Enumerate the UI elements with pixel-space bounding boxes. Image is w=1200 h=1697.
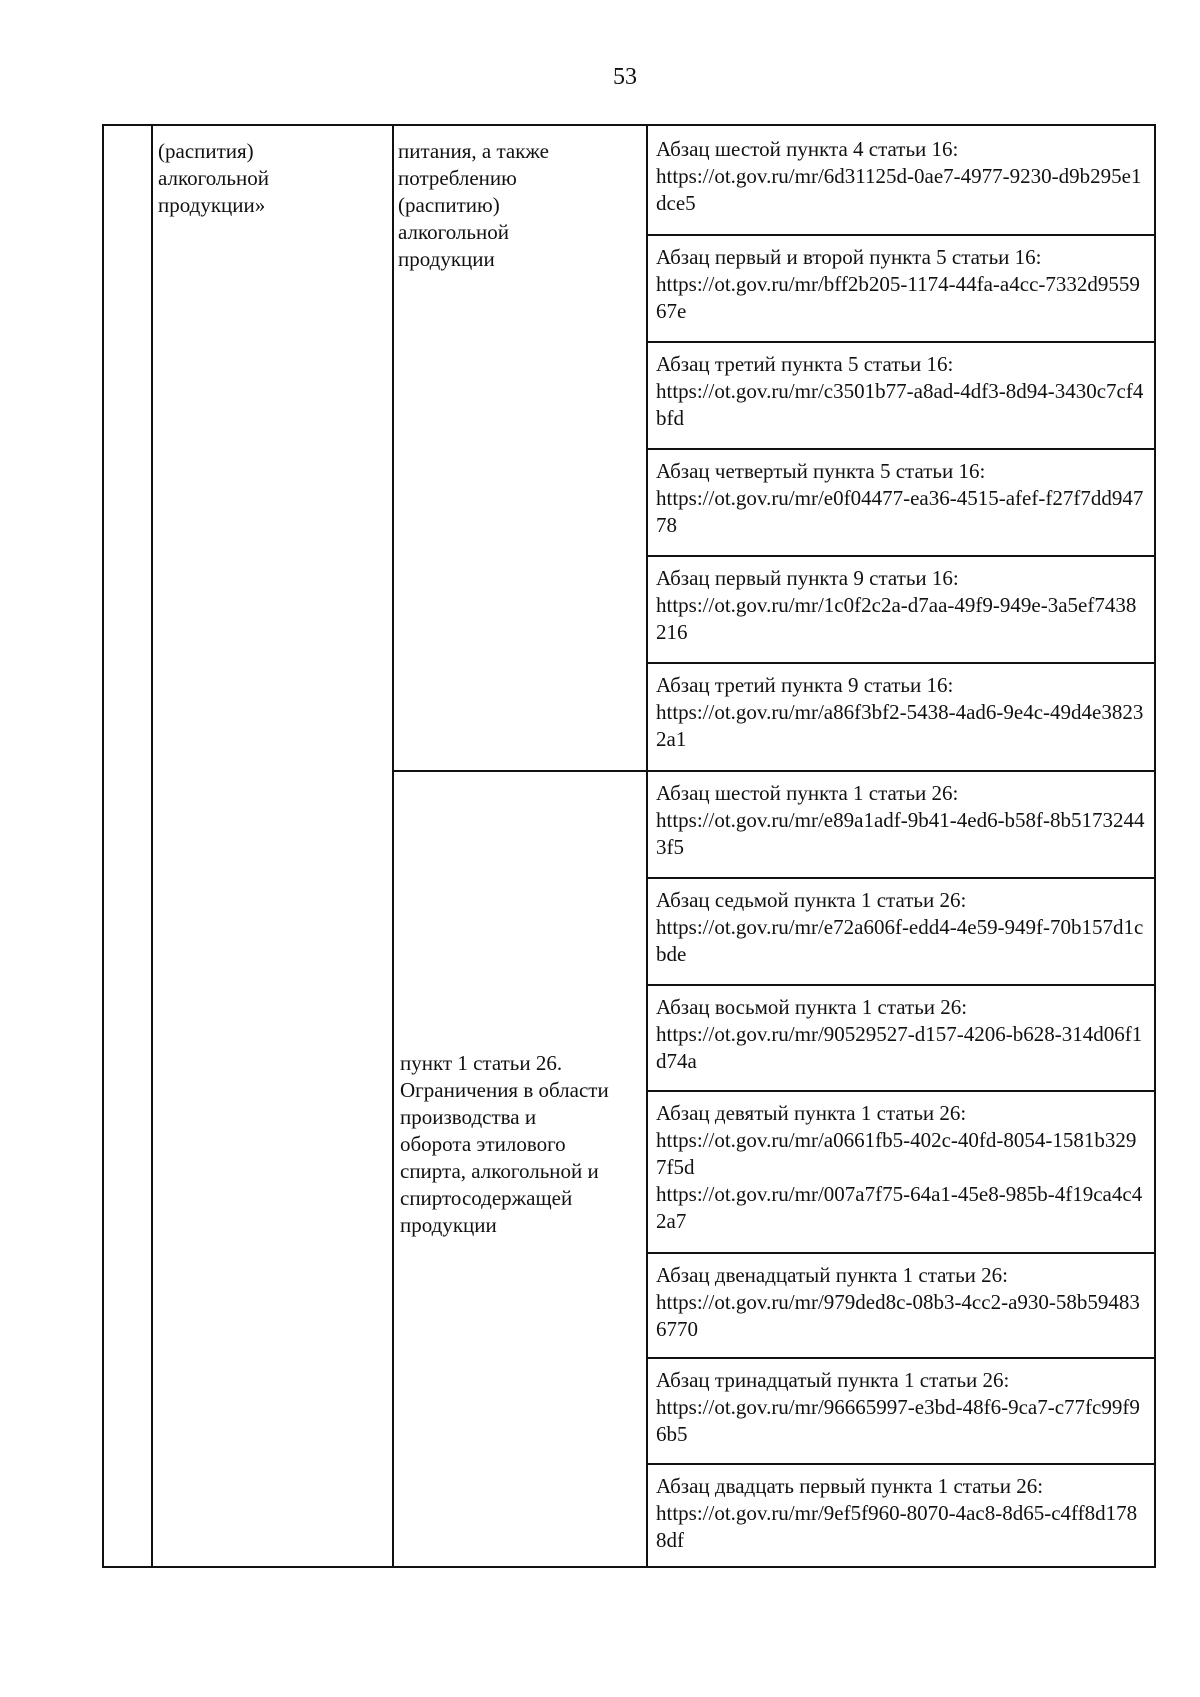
reference-title: Абзац двадцать первый пункта 1 статьи 26:: [656, 1474, 1044, 1498]
reference-title: Абзац седьмой пункта 1 статьи 26:: [656, 888, 967, 912]
group-label-1: питания, а также потреблению (распитию) алкогольной продукции: [398, 139, 549, 271]
reference-title: Абзац двенадцатый пункта 1 статьи 26:: [656, 1263, 1008, 1287]
reference-link[interactable]: https://ot.gov.ru/mr/e72a606f-edd4-4e59-949f-70b157d1cbde: [656, 915, 1144, 966]
reference-cell: [648, 343, 1156, 448]
table-bottom-border: [102, 1566, 1156, 1568]
table-left-border: [102, 124, 104, 1568]
reference-link[interactable]: https://ot.gov.ru/mr/96665997-e3bd-48f6-9ca7-c77fc99f96b5: [656, 1395, 1140, 1446]
group-divider: [392, 770, 648, 772]
subject-cell: (распития) алкогольной продукции»: [158, 139, 269, 217]
reference-cell: [648, 879, 1156, 984]
reference-cell: [648, 772, 1156, 877]
reference-title: Абзац четвертый пункта 5 статьи 16:: [656, 459, 986, 483]
reference-title: Абзац первый и второй пункта 5 статьи 16:: [656, 245, 1042, 269]
group-label-2: пункт 1 статьи 26. Ограничения в области производства и оборота этилового спирта, алкогольной и спиртосодержащей продукции: [400, 1051, 609, 1237]
reference-cell: [648, 1254, 1156, 1357]
reference-link[interactable]: https://ot.gov.ru/mr/007a7f75-64a1-45e8-985b-4f19ca4c42a7: [656, 1182, 1143, 1233]
table-top-border: [102, 124, 1156, 126]
reference-cell: [648, 557, 1156, 662]
reference-title: Абзац тринадцатый пункта 1 статьи 26:: [656, 1368, 1010, 1392]
reference-title: Абзац восьмой пункта 1 статьи 26:: [656, 995, 968, 1019]
reference-title: Абзац девятый пункта 1 статьи 26:: [656, 1101, 967, 1125]
column-divider-2: [392, 124, 394, 1568]
reference-link[interactable]: https://ot.gov.ru/mr/90529527-d157-4206-b628-314d06f1d74a: [656, 1022, 1143, 1073]
reference-cell: [648, 236, 1156, 341]
reference-title: Абзац первый пункта 9 статьи 16:: [656, 566, 959, 590]
reference-cell: [648, 1092, 1156, 1252]
reference-title: Абзац шестой пункта 4 статьи 16:: [656, 137, 959, 161]
page-number: 53: [613, 64, 637, 90]
reference-link[interactable]: https://ot.gov.ru/mr/1c0f2c2a-d7aa-49f9-949e-3a5ef7438216: [656, 593, 1137, 644]
reference-cell: [648, 1465, 1156, 1566]
reference-link[interactable]: https://ot.gov.ru/mr/9ef5f960-8070-4ac8-8d65-c4ff8d1788df: [656, 1501, 1138, 1552]
reference-title: Абзац третий пункта 5 статьи 16:: [656, 352, 954, 376]
reference-title: Абзац шестой пункта 1 статьи 26:: [656, 781, 959, 805]
reference-link[interactable]: https://ot.gov.ru/mr/6d31125d-0ae7-4977-9230-d9b295e1dce5: [656, 164, 1142, 215]
reference-cell: [648, 1359, 1156, 1463]
column-divider-1: [151, 124, 153, 1568]
reference-cell: [648, 664, 1156, 770]
reference-link[interactable]: https://ot.gov.ru/mr/a0661fb5-402c-40fd-8054-1581b3297f5d: [656, 1128, 1137, 1179]
reference-link[interactable]: https://ot.gov.ru/mr/979ded8c-08b3-4cc2-a930-58b594836770: [656, 1290, 1140, 1341]
reference-title: Абзац третий пункта 9 статьи 16:: [656, 673, 954, 697]
reference-cell: [648, 450, 1156, 555]
reference-link[interactable]: https://ot.gov.ru/mr/e0f04477-ea36-4515-afef-f27f7dd94778: [656, 486, 1144, 537]
reference-cell: [648, 986, 1156, 1090]
reference-link[interactable]: https://ot.gov.ru/mr/c3501b77-a8ad-4df3-8d94-3430c7cf4bfd: [656, 379, 1144, 430]
reference-link[interactable]: https://ot.gov.ru/mr/a86f3bf2-5438-4ad6-9e4c-49d4e38232a1: [656, 700, 1144, 751]
reference-link[interactable]: https://ot.gov.ru/mr/e89a1adf-9b41-4ed6-b58f-8b51732443f5: [656, 808, 1145, 859]
reference-link[interactable]: https://ot.gov.ru/mr/bff2b205-1174-44fa-a4cc-7332d955967e: [656, 272, 1140, 323]
reference-cell: [648, 128, 1156, 235]
